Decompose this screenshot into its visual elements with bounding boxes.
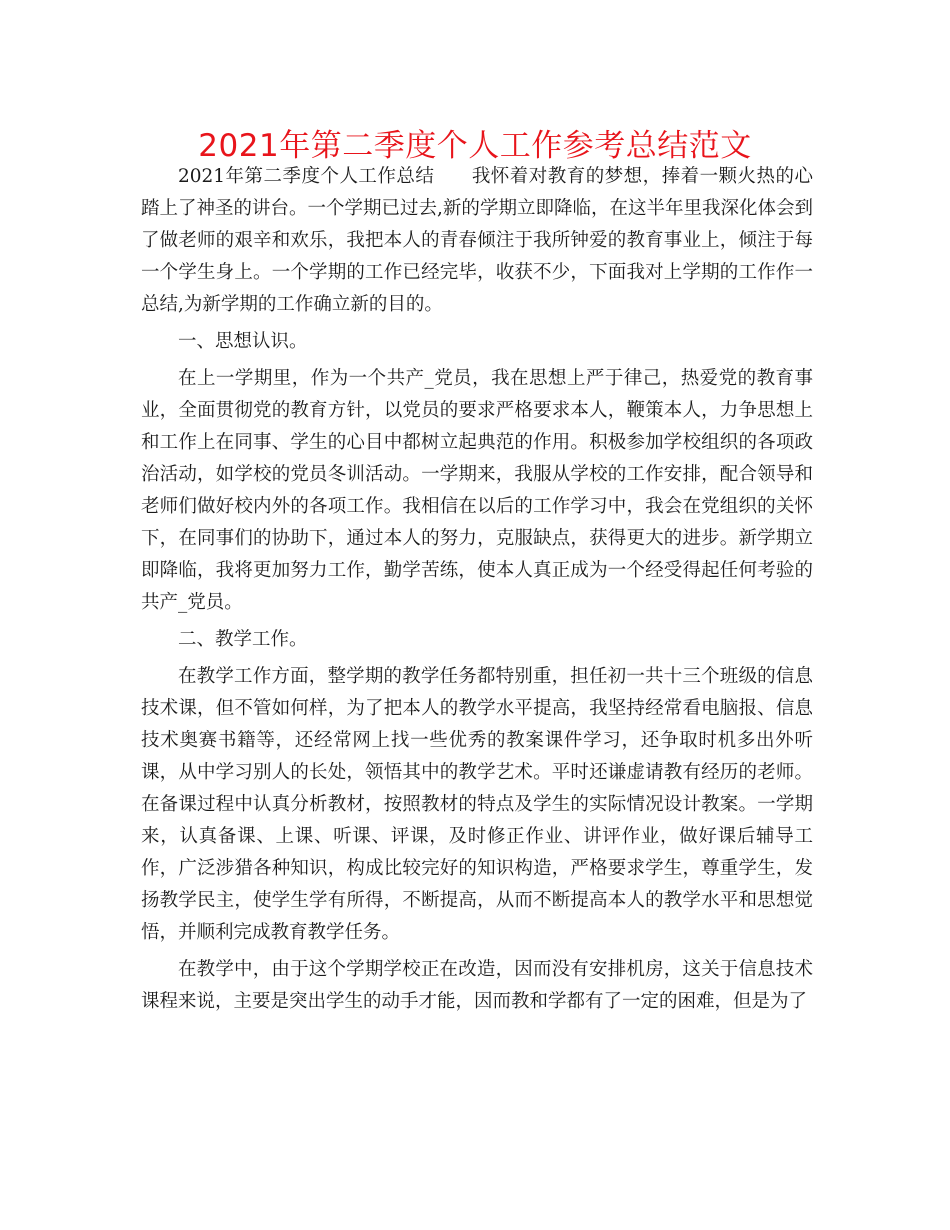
section-paragraph-teaching-2: 在教学中，由于这个学期学校正在改造，因而没有安排机房，这关于信息技术课程来说，主要是突出学生的动手才能，因而教和学都有了一定的困难，但是为了 [141,959,813,1012]
section-heading-thought: 一、思想认识。 [178,331,308,352]
document-body [141,161,813,1018]
intro-label: 2021年第二季度个人工作总结 [178,166,435,187]
intro-paragraph [141,161,813,321]
document-title: 2021年第二季度个人工作参考总结范文 [198,128,752,164]
section-heading-teaching: 二、教学工作。 [178,629,308,650]
intro-text: 我怀着对教育的梦想，捧着一颗火热的心踏上了神圣的讲台。一个学期已过去,新的学期立即降临，在这半年里我深化体会到了做老师的艰辛和欢乐，我把本人的青春倾注于我所钟爱的教育事业上，倾注于每一个学生身上。一个学期的工作已经完毕，收获不少，下面我对上学期的工作作一总结,为新学期的工作确立新的目的。 [141,166,813,315]
section-paragraph-thought: 在上一学期里，作为一个共产_党员，我在思想上严于律己，热爱党的教育事业，全面贯彻党的教育方针，以党员的要求严格要求本人，鞭策本人，力争思想上和工作上在同事、学生的心目中都树立起典范的作用。积极参加学校组织的各项政治活动，如学校的党员冬训活动。一学期来，我服从学校的工作安排，配合领导和老师们做好校内外的各项工作。我相信在以后的工作学习中，我会在党组织的关怀下，在同事们的协助下，通过本人的努力，克服缺点，获得更大的进步。新学期立即降临，我将更加努力工作，勤学苦练，使本人真正成为一个经受得起任何考验的共产_党员。 [141,368,813,613]
section-paragraph-teaching-1: 在教学工作方面，整学期的教学任务都特别重，担任初一共十三个班级的信息技术课，但不管如何样，为了把本人的教学水平提高，我坚持经常看电脑报、信息技术奥赛书籍等，还经常网上找一些优秀的教案课件学习，还争取时机多出外听课，从中学习别人的长处，领悟其中的教学艺术。平时还谦虚请教有经历的老师。在备课过程中认真分析教材，按照教材的特点及学生的实际情况设计教案。一学期来，认真备课、上课、听课、评课，及时修正作业、讲评作业，做好课后辅导工作，广泛涉猎各种知识，构成比较完好的知识构造，严格要求学生，尊重学生，发扬教学民主，使学生学有所得，不断提高，从而不断提高本人的教学水平和思想觉悟，并顺利完成教育教学任务。 [141,666,813,943]
